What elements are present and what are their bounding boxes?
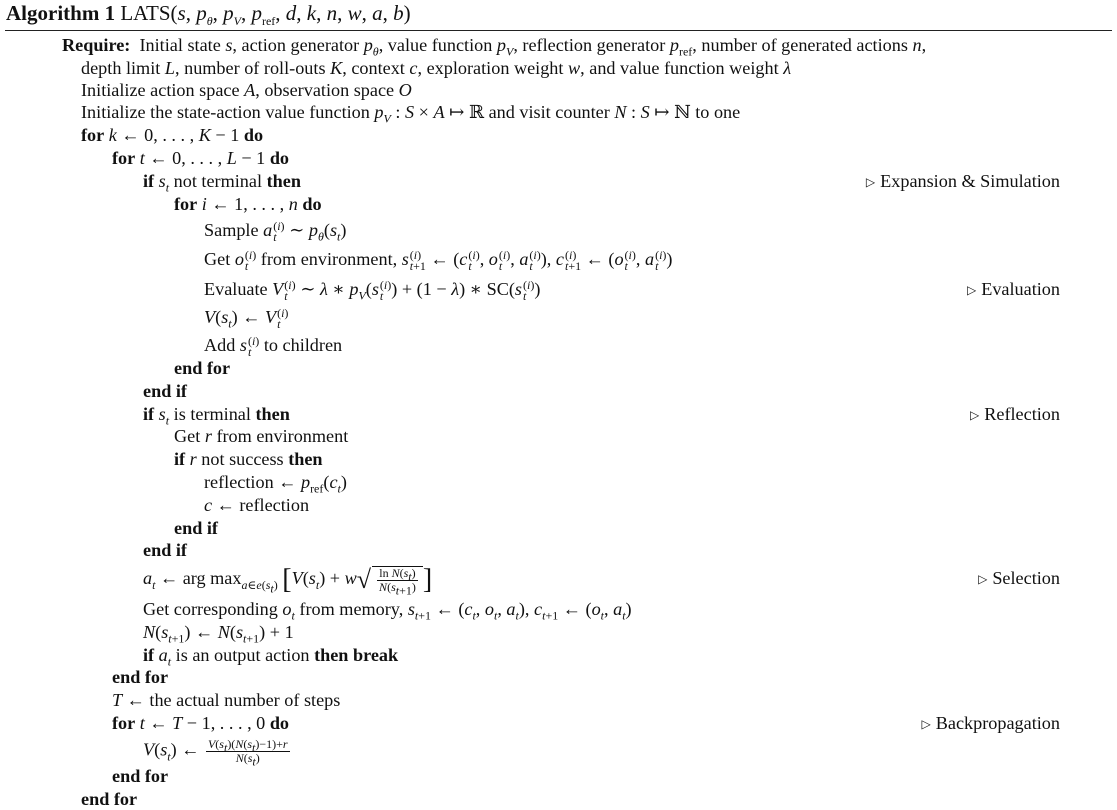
algorithm-caption — [6, 1, 411, 29]
require-keyword: Require: — [62, 35, 131, 55]
require-line-2: depth limit L, number of roll-outs K, context c, exploration weight w, and value function weight λ — [81, 58, 792, 78]
get-corresponding-line: Get corresponding $o_t$ from memory, $s_{t+1}$ ← ($c_t$, $o_t$, $a_t$), $c_{t+1}$ ← ($o_t$, $a_t$) — [143, 599, 632, 623]
kw-end-for: end for — [112, 667, 169, 687]
kw-end-if: end if — [143, 540, 187, 560]
comment-reflection — [970, 403, 1060, 425]
text-evaluate: Evaluate — [204, 279, 268, 299]
init-line-1: Initialize action space A, observation space O — [81, 80, 412, 100]
kw-for: for — [112, 713, 136, 733]
triangle-icon: ▷ — [865, 175, 876, 189]
kw-for: for — [112, 148, 136, 168]
get-reward-line: Get r from environment — [174, 426, 349, 446]
kw-then: then — [288, 449, 323, 469]
t-assign-line: T ← the actual number of steps — [112, 690, 341, 710]
comment-expansion — [866, 170, 1060, 192]
for-t-line: for t ← 0, . . . , L − 1 do — [112, 148, 290, 168]
comment-backprop — [922, 712, 1060, 734]
if-not-terminal-line: if $s_t$ not terminal then — [143, 171, 301, 195]
selection-line: $a_t$ ← arg $\max_{a\in e(s_t)} [V(s_t) + w√$ $\frac{\ln N(s_t)}{N(s_{t+1})}$ ] — [143, 564, 433, 598]
text-from-environment: from environment, — [260, 249, 398, 269]
add-children-line: Add s (i) t to children — [204, 333, 343, 359]
reflection-assign-line: reflection ← $p_{ref}(c_t)$ — [204, 472, 347, 496]
kw-end-for: end for — [81, 789, 138, 809]
kw-for: for — [174, 194, 198, 214]
triangle-icon: ▷ — [978, 572, 988, 586]
triangle-icon: ▷ — [921, 717, 931, 731]
for-k-line: for k ← 0, . . . , K − 1 do — [81, 125, 264, 145]
end-if-line — [143, 380, 187, 402]
kw-end-if: end if — [174, 518, 218, 538]
kw-if: if — [143, 404, 155, 424]
comment-selection-text: Selection — [992, 568, 1060, 588]
kw-do: do — [243, 125, 264, 145]
require-line-1 — [62, 34, 927, 59]
kw-do: do — [269, 148, 290, 168]
end-for-t-line — [112, 666, 168, 688]
comment-expansion-text: Expansion & Simulation — [880, 171, 1060, 191]
kw-end-if: end if — [143, 381, 187, 401]
kw-end-for: end for — [174, 358, 231, 378]
init-line-2: Initialize the state-action value function $p_V$ : S × A ↦ ℝ and visit counter N : S ↦ ℕ to one — [81, 102, 741, 126]
sample-line: Sample a (i) t ∼ $p_\theta(s_t)$ — [204, 218, 347, 244]
comment-reflection-text: Reflection — [984, 404, 1060, 424]
end-for-i-line — [174, 357, 230, 379]
comment-evaluation-text: Evaluation — [981, 279, 1060, 299]
text-get-r: Get — [174, 426, 201, 446]
get-observation-line: Get o (i) t from environment, s (i) t+1 ← (c (i) t , o (i) t , a (i) t ), c (i) t+1 ← (o (i) t , a (i) t ) — [204, 247, 673, 273]
text-is-terminal: is terminal — [173, 404, 251, 424]
backprop-update-line: $V(s_t)$ ← $\frac{V(s_t)(N(s_t)-1)+r}{N(s_t)}$ — [143, 737, 288, 769]
triangle-icon: ▷ — [966, 283, 977, 297]
text-reflection: reflection — [204, 472, 274, 492]
kw-if: if — [143, 645, 155, 665]
algorithm-name: LATS — [120, 1, 171, 25]
comment-selection — [978, 567, 1060, 589]
kw-break: break — [352, 645, 399, 665]
end-if-inner-line — [174, 517, 218, 539]
text-to-children: to children — [263, 335, 343, 355]
for-i-line: for i ← 1, . . . , n do — [174, 194, 322, 214]
value-assign-line: $V(s_t)$ ← V (i) t — [204, 305, 289, 331]
text-from-memory: from memory, — [299, 599, 404, 619]
text-reflection: reflection — [239, 495, 310, 515]
kw-then: then — [255, 404, 290, 424]
text-get-corresponding: Get corresponding — [143, 599, 278, 619]
if-terminal-line: if $s_t$ is terminal then — [143, 404, 290, 428]
comment-backprop-text: Backpropagation — [935, 713, 1060, 733]
end-for-k-line — [81, 788, 137, 810]
kw-end-for: end for — [112, 766, 169, 786]
context-assign-line: c ← reflection — [204, 495, 310, 515]
text-from-env: from environment — [216, 426, 349, 446]
kw-if: if — [143, 171, 155, 191]
require-text-1: Initial state s, action generator $p_\theta$, value function $p_V$, reflection generator $p_{ref}$, number of generated actions n, — [134, 35, 927, 59]
text-is-output-action: is an output action — [175, 645, 310, 665]
comment-evaluation — [967, 278, 1060, 300]
text-add: Add — [204, 335, 236, 355]
text-get: Get — [204, 249, 231, 269]
caption-rule — [5, 30, 1112, 31]
text-sc: SC — [486, 279, 509, 299]
kw-for: for — [81, 125, 105, 145]
algorithm-label: Algorithm 1 — [6, 1, 116, 25]
end-if-terminal-line — [143, 539, 187, 561]
if-not-success-line: if r not success then — [174, 449, 323, 469]
end-for-backprop-line — [112, 765, 168, 787]
text-sample: Sample — [204, 220, 259, 240]
kw-do: do — [269, 713, 290, 733]
if-output-action-line: if $a_t$ is an output action then break — [143, 645, 399, 669]
text-actual-steps: the actual number of steps — [149, 690, 341, 710]
for-backprop-line: for t ← T − 1, . . . , 0 do — [112, 713, 290, 733]
evaluate-line: Evaluate V (i) t ∼ λ ∗ $p_V(s$ (i) t ) + (1 − λ) ∗ SC(s (i) t ) — [204, 277, 541, 303]
algorithm-signature: (s, $p_\theta$, $p_V$, $p_{ref}$, d, k, n, w, a, b) — [170, 1, 411, 29]
kw-then: then — [266, 171, 301, 191]
triangle-icon: ▷ — [970, 408, 980, 422]
kw-then: then — [314, 645, 349, 665]
text-not-success: not success — [201, 449, 284, 469]
kw-if: if — [174, 449, 186, 469]
kw-do: do — [302, 194, 322, 214]
visit-increment-line: $N(s_{t+1})$ ← $N(s_{t+1}) + 1$ — [143, 622, 294, 646]
text-not-terminal: not terminal — [173, 171, 263, 191]
